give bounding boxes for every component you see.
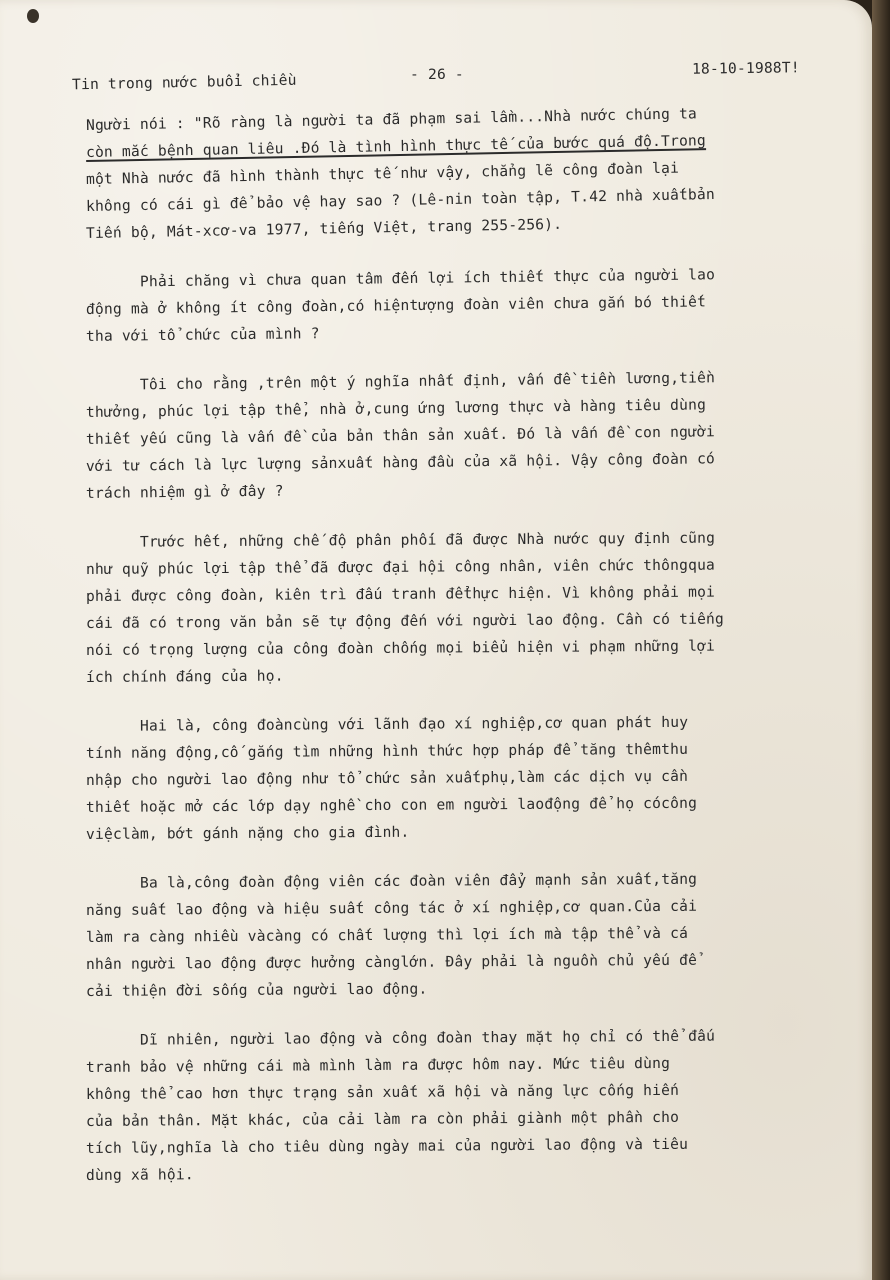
text-line: tính năng động,cố gắng tìm những hình thức hợp pháp để tăng thêmthu bbox=[85, 740, 689, 762]
text-line: cái đã có trong văn bản sẽ tự động đến với người lao động. Cần có tiếng bbox=[85, 610, 725, 632]
text-line: thiết yếu cũng là vấn đề của bản thân sản xuất. Đó là vấn đề con người bbox=[85, 423, 716, 448]
paragraph-5 bbox=[86, 713, 826, 848]
header-date: 18-10-1988T! bbox=[691, 59, 800, 78]
text-line: làm ra càng nhiều vàcàng có chất lượng thì lợi ích mà tập thể và cá bbox=[85, 924, 689, 946]
punch-hole bbox=[27, 9, 39, 23]
text-line: tranh bảo vệ những cái mà mình làm ra được hôm nay. Mức tiêu dùng bbox=[85, 1054, 671, 1076]
text-line: động mà ở không ít công đoàn,có hiệntượng đoàn viên chưa gắn bó thiết bbox=[85, 293, 707, 318]
text-line: Ba là,công đoàn động viên các đoàn viên đẩy mạnh sản xuất,tăng bbox=[139, 870, 698, 892]
text-line: ích chính đáng của họ. bbox=[85, 667, 284, 686]
text-line: không có cái gì để bảo vệ hay sao ? (Lê-nin toàn tập, T.42 nhà xuấtbản bbox=[85, 185, 716, 215]
text-line: phải được công đoàn, kiên trì đấu tranh đểthực hiện. Vì không phải mọi bbox=[85, 583, 716, 605]
text-line: Phải chăng vì chưa quan tâm đến lợi ích thiết thực của người lao bbox=[139, 266, 716, 291]
text-line: cải thiện đời sống của người lao động. bbox=[85, 980, 428, 1000]
paragraph-1 bbox=[85, 105, 826, 247]
text-line: thưởng, phúc lợi tập thể, nhà ở,cung ứng lương thực và hàng tiêu dùng bbox=[85, 396, 707, 421]
text-line: nói có trọng lượng của công đoàn chống mọi biểu hiện vi phạm những lợi bbox=[85, 637, 716, 659]
text-line: nhân người lao động được hưởng cànglớn. Đây phải là nguồn chủ yếu để bbox=[85, 951, 698, 973]
text-line: Tiến bộ, Mát-xcơ-va 1977, tiếng Việt, trang 255-256). bbox=[85, 215, 563, 242]
text-line: Dĩ nhiên, người lao động và công đoàn thay mặt họ chỉ có thể đấu bbox=[139, 1027, 716, 1049]
text-line: tha với tổ chức của mình ? bbox=[85, 325, 320, 345]
text-line: Hai là, công đoàncùng với lãnh đạo xí nghiệp,cơ quan phát huy bbox=[139, 713, 689, 735]
text-line: trách nhiệm gì ở đây ? bbox=[85, 482, 284, 502]
header-bulletin-title: Tin trong nước buổi chiều bbox=[71, 71, 297, 94]
text-line: năng suất lao động và hiệu suất công tác ở xí nghiệp,cơ quan.Của cải bbox=[85, 897, 698, 919]
text-line: dùng xã hội. bbox=[85, 1166, 194, 1184]
document-body bbox=[85, 105, 826, 1211]
paragraph-2 bbox=[85, 266, 826, 350]
paragraph-7 bbox=[86, 1027, 826, 1189]
text-line: tích lũy,nghĩa là cho tiêu dùng ngày mai của người lao động và tiêu bbox=[85, 1135, 689, 1157]
text-line: Trước hết, những chế độ phân phối đã được Nhà nước quy định cũng bbox=[139, 529, 716, 551]
text-line: với tư cách là lực lượng sảnxuất hàng đầu của xã hội. Vậy công đoàn có bbox=[85, 450, 716, 475]
header-page-number: - 26 - bbox=[410, 66, 464, 83]
text-line: như quỹ phúc lợi tập thể đã được đại hội công nhân, viên chức thôngqua bbox=[85, 556, 716, 578]
text-line: việclàm, bớt gánh nặng cho gia đình. bbox=[85, 823, 410, 843]
page-header bbox=[71, 59, 842, 94]
paragraph-4 bbox=[86, 529, 826, 691]
paragraph-3 bbox=[85, 369, 826, 507]
text-line: thiết hoặc mở các lớp dạy nghề cho con em người laođộng để họ cócông bbox=[85, 794, 698, 816]
text-line: nhập cho người lao động như tổ chức sản xuấtphụ,làm các dịch vụ cần bbox=[85, 767, 689, 789]
text-line: của bản thân. Mặt khác, của cải làm ra còn phải giành một phần cho bbox=[85, 1108, 680, 1130]
page-edge bbox=[872, 0, 890, 1280]
text-line: một Nhà nước đã hình thành thực tế như vậy, chẳng lẽ công đoàn lại bbox=[85, 159, 680, 188]
paragraph-6 bbox=[86, 870, 826, 1005]
text-line: Người nói : "Rõ ràng là người ta đã phạm sai lầm...Nhà nước chúng ta bbox=[85, 105, 698, 134]
text-line: không thể cao hơn thực trạng sản xuất xã hội và năng lực cống hiến bbox=[85, 1081, 680, 1103]
text-line: Tôi cho rằng ,trên một ý nghĩa nhất định, vấn đề tiền lương,tiền bbox=[139, 369, 716, 394]
text-line-underlined: còn mắc bệnh quan liêu .Đó là tình hình thực tế của bước quá độ.Trong bbox=[85, 132, 707, 161]
